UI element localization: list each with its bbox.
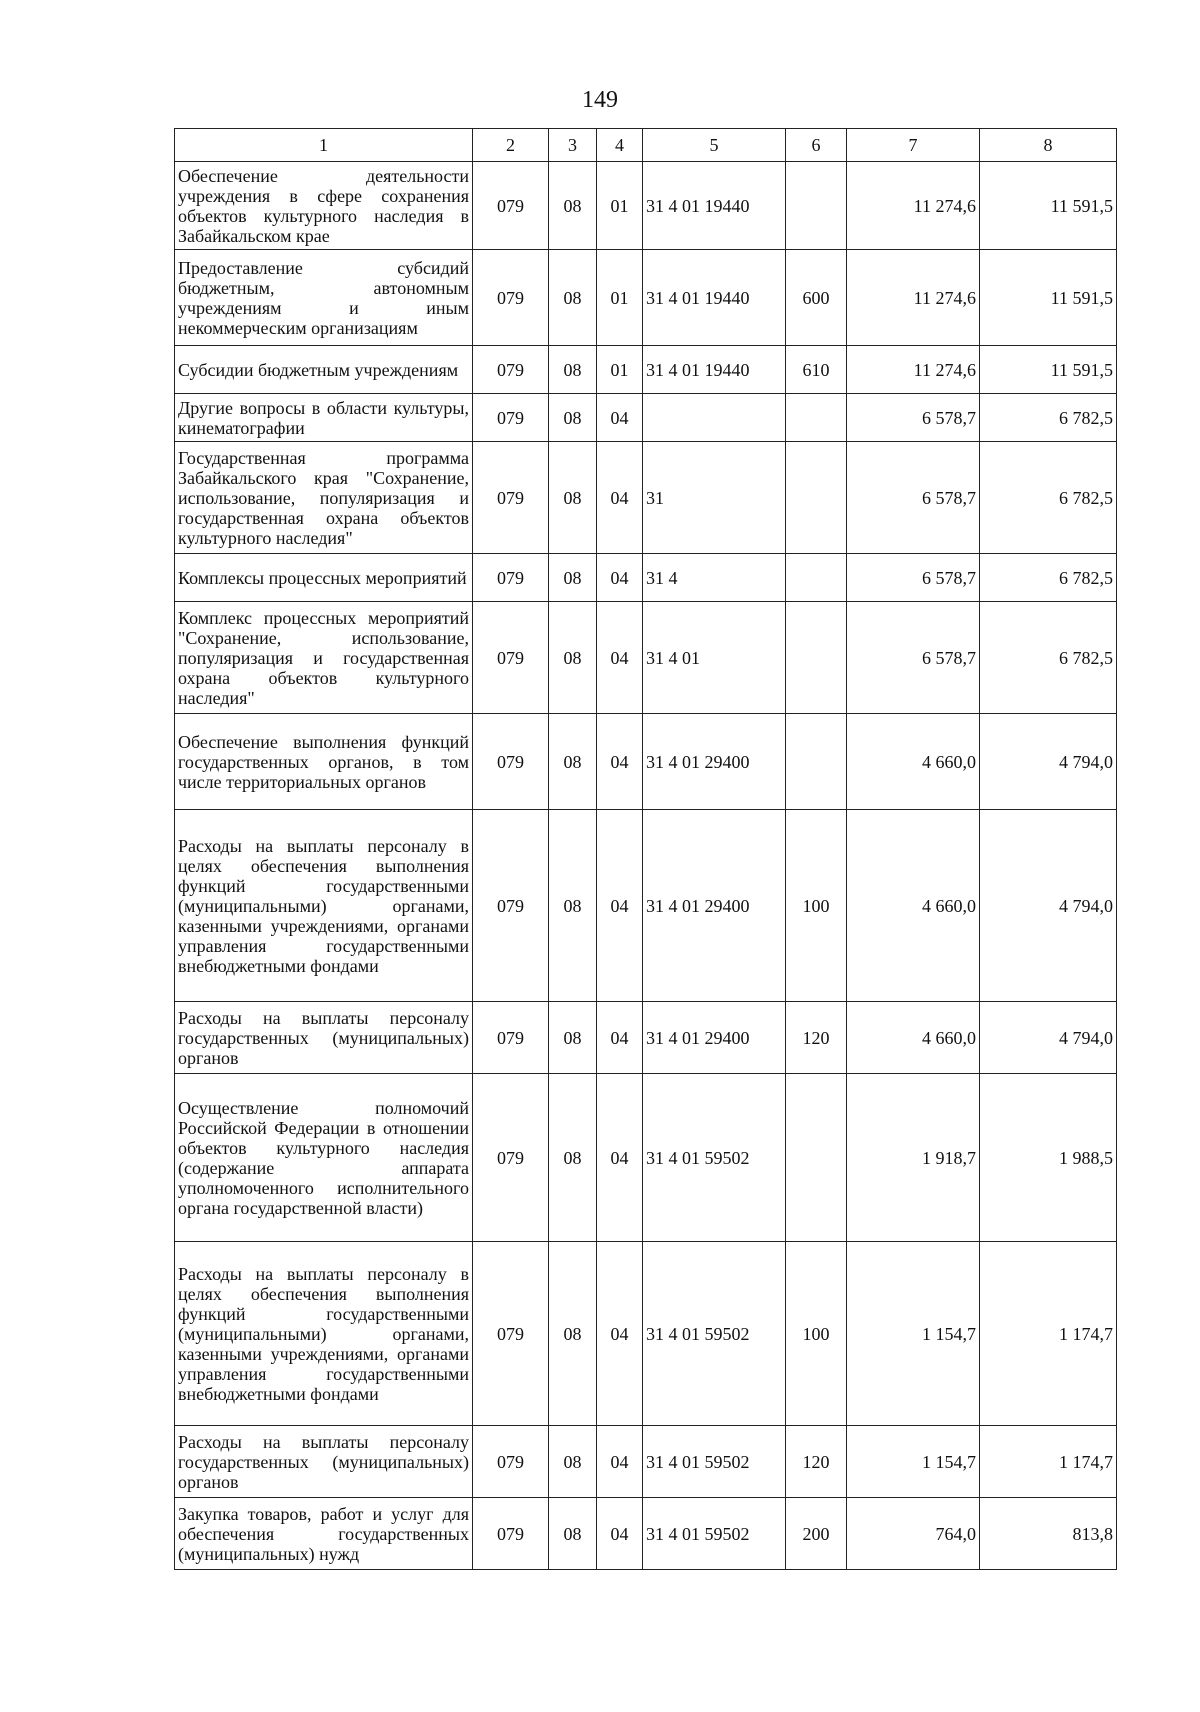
column-header-1: 1 xyxy=(175,129,473,162)
table-row xyxy=(175,810,1117,1002)
amount-year-1-cell: 4 660,0 xyxy=(847,810,980,1002)
amount-year-1-cell: 6 578,7 xyxy=(847,442,980,554)
amount-year-2-cell: 4 794,0 xyxy=(980,810,1117,1002)
ministry-code-cell: 079 xyxy=(473,714,549,810)
section-code-cell: 08 xyxy=(549,162,597,250)
item-name-cell: Расходы на выплаты персоналу государственных (муниципальных) органов xyxy=(175,1002,473,1074)
subsection-code-cell: 04 xyxy=(597,1426,643,1498)
target-article-code-cell: 31 4 01 29400 xyxy=(643,810,786,1002)
expense-type-code-cell xyxy=(786,602,847,714)
item-name-cell: Закупка товаров, работ и услуг для обеспечения государственных (муниципальных) нужд xyxy=(175,1498,473,1570)
subsection-code-cell: 04 xyxy=(597,442,643,554)
section-code-cell: 08 xyxy=(549,394,597,442)
subsection-code-cell: 04 xyxy=(597,554,643,602)
subsection-code-cell: 04 xyxy=(597,714,643,810)
item-name-cell: Осуществление полномочий Российской Федерации в отношении объектов культурного наследия (содержание аппарата уполномоченного исполнительного органа государственной власти) xyxy=(175,1074,473,1242)
expense-type-code-cell xyxy=(786,554,847,602)
column-header-5: 5 xyxy=(643,129,786,162)
section-code-cell: 08 xyxy=(549,1426,597,1498)
table-row xyxy=(175,1498,1117,1570)
expense-type-code-cell: 100 xyxy=(786,810,847,1002)
target-article-code-cell: 31 4 01 xyxy=(643,602,786,714)
ministry-code-cell: 079 xyxy=(473,394,549,442)
expense-type-code-cell: 600 xyxy=(786,250,847,346)
amount-year-2-cell: 6 782,5 xyxy=(980,442,1117,554)
target-article-code-cell: 31 4 01 29400 xyxy=(643,1002,786,1074)
section-code-cell: 08 xyxy=(549,1074,597,1242)
subsection-code-cell: 04 xyxy=(597,1242,643,1426)
target-article-code-cell: 31 4 01 59502 xyxy=(643,1242,786,1426)
ministry-code-cell: 079 xyxy=(473,1002,549,1074)
amount-year-1-cell: 11 274,6 xyxy=(847,250,980,346)
amount-year-1-cell: 11 274,6 xyxy=(847,162,980,250)
section-code-cell: 08 xyxy=(549,346,597,394)
table-row xyxy=(175,346,1117,394)
item-name-cell: Государственная программа Забайкальского края "Сохранение, использование, популяризация и государственная охрана объектов культурного наследия" xyxy=(175,442,473,554)
table-row xyxy=(175,1002,1117,1074)
expense-type-code-cell: 100 xyxy=(786,1242,847,1426)
subsection-code-cell: 04 xyxy=(597,394,643,442)
column-header-6: 6 xyxy=(786,129,847,162)
item-name-cell: Предоставление субсидий бюджетным, автономным учреждениям и иным некоммерческим организациям xyxy=(175,250,473,346)
subsection-code-cell: 01 xyxy=(597,162,643,250)
amount-year-1-cell: 6 578,7 xyxy=(847,602,980,714)
table-row xyxy=(175,394,1117,442)
column-header-3: 3 xyxy=(549,129,597,162)
table-row xyxy=(175,442,1117,554)
expense-type-code-cell xyxy=(786,714,847,810)
item-name-cell: Обеспечение деятельности учреждения в сфере сохранения объектов культурного наследия в Забайкальском крае xyxy=(175,162,473,250)
section-code-cell: 08 xyxy=(549,442,597,554)
target-article-code-cell: 31 4 01 19440 xyxy=(643,250,786,346)
column-header-7: 7 xyxy=(847,129,980,162)
amount-year-2-cell: 1 174,7 xyxy=(980,1426,1117,1498)
ministry-code-cell: 079 xyxy=(473,1498,549,1570)
target-article-code-cell xyxy=(643,394,786,442)
amount-year-2-cell: 11 591,5 xyxy=(980,162,1117,250)
ministry-code-cell: 079 xyxy=(473,250,549,346)
expense-type-code-cell: 120 xyxy=(786,1002,847,1074)
ministry-code-cell: 079 xyxy=(473,602,549,714)
target-article-code-cell: 31 4 01 59502 xyxy=(643,1426,786,1498)
table-row xyxy=(175,554,1117,602)
page-number: 149 xyxy=(582,87,618,113)
expense-type-code-cell: 120 xyxy=(786,1426,847,1498)
item-name-cell: Расходы на выплаты персоналу в целях обеспечения выполнения функций государственными (муниципальными) органами, казенными учреждениями, органами управления государственными внебюджетными фондами xyxy=(175,1242,473,1426)
subsection-code-cell: 01 xyxy=(597,346,643,394)
expense-type-code-cell xyxy=(786,394,847,442)
column-header-8: 8 xyxy=(980,129,1117,162)
amount-year-2-cell: 6 782,5 xyxy=(980,554,1117,602)
ministry-code-cell: 079 xyxy=(473,346,549,394)
expense-type-code-cell: 200 xyxy=(786,1498,847,1570)
table-row xyxy=(175,1426,1117,1498)
ministry-code-cell: 079 xyxy=(473,442,549,554)
item-name-cell: Расходы на выплаты персоналу государственных (муниципальных) органов xyxy=(175,1426,473,1498)
amount-year-2-cell: 11 591,5 xyxy=(980,346,1117,394)
budget-table xyxy=(174,128,1117,1570)
amount-year-2-cell: 11 591,5 xyxy=(980,250,1117,346)
item-name-cell: Комплекс процессных мероприятий "Сохранение, использование, популяризация и государственная охрана объектов культурного наследия" xyxy=(175,602,473,714)
target-article-code-cell: 31 4 01 59502 xyxy=(643,1498,786,1570)
ministry-code-cell: 079 xyxy=(473,1426,549,1498)
expense-type-code-cell xyxy=(786,1074,847,1242)
amount-year-2-cell: 4 794,0 xyxy=(980,1002,1117,1074)
section-code-cell: 08 xyxy=(549,714,597,810)
table-row xyxy=(175,1242,1117,1426)
section-code-cell: 08 xyxy=(549,1002,597,1074)
target-article-code-cell: 31 4 01 29400 xyxy=(643,714,786,810)
item-name-cell: Другие вопросы в области культуры, кинематографии xyxy=(175,394,473,442)
amount-year-1-cell: 4 660,0 xyxy=(847,1002,980,1074)
section-code-cell: 08 xyxy=(549,602,597,714)
table-body xyxy=(175,162,1117,1570)
table-row xyxy=(175,162,1117,250)
subsection-code-cell: 04 xyxy=(597,1074,643,1242)
item-name-cell: Расходы на выплаты персоналу в целях обеспечения выполнения функций государственными (муниципальными) органами, казенными учреждениями, органами управления государственными внебюджетными фондами xyxy=(175,810,473,1002)
column-header-2: 2 xyxy=(473,129,549,162)
section-code-cell: 08 xyxy=(549,1498,597,1570)
table-row xyxy=(175,250,1117,346)
ministry-code-cell: 079 xyxy=(473,1242,549,1426)
target-article-code-cell: 31 4 01 19440 xyxy=(643,162,786,250)
header-row xyxy=(175,129,1117,162)
subsection-code-cell: 01 xyxy=(597,250,643,346)
amount-year-2-cell: 4 794,0 xyxy=(980,714,1117,810)
amount-year-2-cell: 1 174,7 xyxy=(980,1242,1117,1426)
ministry-code-cell: 079 xyxy=(473,1074,549,1242)
column-header-4: 4 xyxy=(597,129,643,162)
amount-year-1-cell: 764,0 xyxy=(847,1498,980,1570)
ministry-code-cell: 079 xyxy=(473,554,549,602)
amount-year-1-cell: 11 274,6 xyxy=(847,346,980,394)
expense-type-code-cell xyxy=(786,162,847,250)
section-code-cell: 08 xyxy=(549,250,597,346)
item-name-cell: Обеспечение выполнения функций государственных органов, в том числе территориальных органов xyxy=(175,714,473,810)
subsection-code-cell: 04 xyxy=(597,810,643,1002)
target-article-code-cell: 31 4 01 19440 xyxy=(643,346,786,394)
amount-year-1-cell: 6 578,7 xyxy=(847,554,980,602)
ministry-code-cell: 079 xyxy=(473,810,549,1002)
amount-year-1-cell: 6 578,7 xyxy=(847,394,980,442)
subsection-code-cell: 04 xyxy=(597,1498,643,1570)
target-article-code-cell: 31 4 01 59502 xyxy=(643,1074,786,1242)
ministry-code-cell: 079 xyxy=(473,162,549,250)
amount-year-2-cell: 1 988,5 xyxy=(980,1074,1117,1242)
expense-type-code-cell xyxy=(786,442,847,554)
section-code-cell: 08 xyxy=(549,810,597,1002)
expense-type-code-cell: 610 xyxy=(786,346,847,394)
section-code-cell: 08 xyxy=(549,554,597,602)
amount-year-2-cell: 813,8 xyxy=(980,1498,1117,1570)
item-name-cell: Субсидии бюджетным учреждениям xyxy=(175,346,473,394)
table-row xyxy=(175,602,1117,714)
amount-year-2-cell: 6 782,5 xyxy=(980,394,1117,442)
amount-year-1-cell: 1 154,7 xyxy=(847,1242,980,1426)
subsection-code-cell: 04 xyxy=(597,1002,643,1074)
target-article-code-cell: 31 xyxy=(643,442,786,554)
item-name-cell: Комплексы процессных мероприятий xyxy=(175,554,473,602)
amount-year-1-cell: 4 660,0 xyxy=(847,714,980,810)
subsection-code-cell: 04 xyxy=(597,602,643,714)
table-row xyxy=(175,714,1117,810)
section-code-cell: 08 xyxy=(549,1242,597,1426)
amount-year-1-cell: 1 154,7 xyxy=(847,1426,980,1498)
table-row xyxy=(175,1074,1117,1242)
amount-year-1-cell: 1 918,7 xyxy=(847,1074,980,1242)
amount-year-2-cell: 6 782,5 xyxy=(980,602,1117,714)
target-article-code-cell: 31 4 xyxy=(643,554,786,602)
